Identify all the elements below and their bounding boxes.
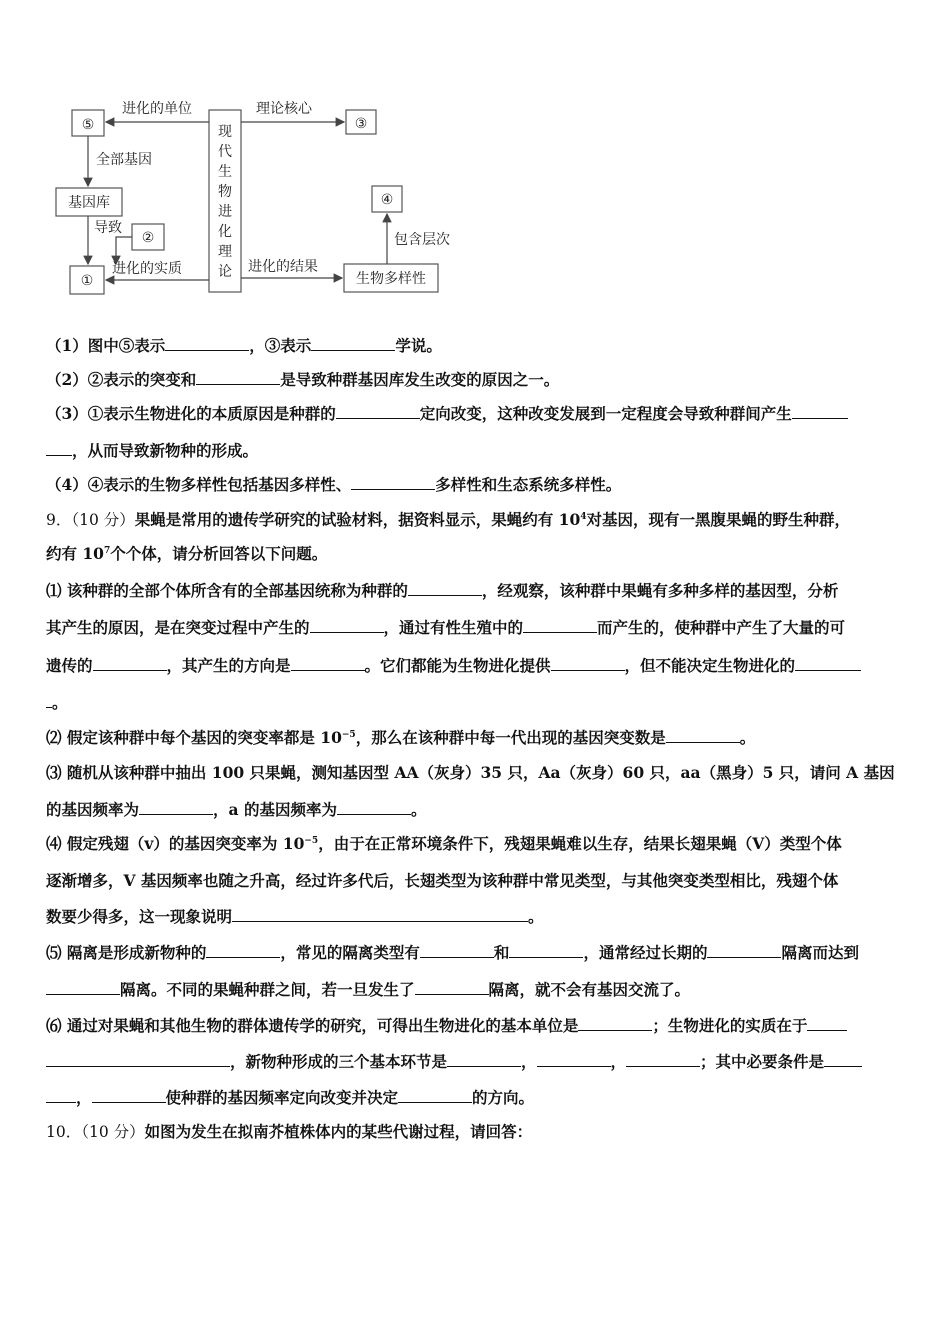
q9-s3-l1: ⑶ 随机从该种群中抽出 100 只果蝇，测知基因型 AA（灰身）35 只，Aa（灰身）60 只，aa（黑身）5 只，请问 A 基因 <box>46 763 895 782</box>
center-char-4: 进 <box>218 204 232 220</box>
arrow-2-to-1 <box>116 237 132 264</box>
blank[interactable] <box>46 440 72 456</box>
blank[interactable] <box>707 942 781 958</box>
center-char-5: 化 <box>218 224 232 240</box>
blank[interactable] <box>509 942 583 958</box>
blank[interactable] <box>523 617 597 633</box>
biodiversity-label: 生物多样性 <box>356 271 426 287</box>
blank[interactable] <box>551 655 625 671</box>
blank[interactable] <box>447 1051 521 1067</box>
label-unit: 进化的单位 <box>122 101 192 117</box>
blank[interactable] <box>792 403 848 419</box>
blank[interactable] <box>537 1051 611 1067</box>
blank[interactable] <box>408 580 482 596</box>
blank[interactable] <box>46 1087 76 1103</box>
q9-s4-l1: ⑷ 假定残翅（v）的基因突变率为 $10^{-5}$，由于在正常环境条件下，残翅果蝇难以生存，结果长翅果蝇（V）类型个体 <box>46 834 842 853</box>
blank[interactable] <box>337 799 411 815</box>
center-char-6: 理 <box>218 244 232 260</box>
box-4-label: ④ <box>380 192 394 208</box>
center-char-3: 物 <box>218 184 232 200</box>
blank[interactable] <box>206 942 280 958</box>
blank[interactable] <box>807 1015 847 1031</box>
q9-s2: ⑵ 假定该种群中每个基因的突变率都是 $10^{-5}$，那么在该种群中每一代出现的基因突变数是 。 <box>46 728 756 747</box>
evolution-concept-diagram <box>50 88 470 310</box>
box-3-label: ③ <box>354 116 368 132</box>
q8-part1: （1）图中⑤表示 ，③表示 学说。 <box>46 336 442 355</box>
q9-s1-l1: ⑴ 该种群的全部个体所含有的全部基因统称为种群的 ，经观察，该种群中果蝇有多种多样的基因型，分析 <box>46 581 839 600</box>
label-allgenes: 全部基因 <box>96 152 152 168</box>
blank[interactable] <box>351 474 435 490</box>
q8-part2: （2）②表示的突变和 是导致种群基因库发生改变的原因之一。 <box>46 370 560 389</box>
center-char-7: 论 <box>218 264 232 280</box>
blank[interactable] <box>666 727 740 743</box>
blank[interactable] <box>336 403 420 419</box>
q8-part4: （4）④表示的生物多样性包括基因多样性、 多样性和生态系统多样性。 <box>46 475 622 494</box>
blank[interactable] <box>310 617 384 633</box>
q9-s6-l2: ，新物种形成的三个基本环节是 ， ， ；其中必要条件是 <box>46 1051 906 1073</box>
blank[interactable] <box>415 979 489 995</box>
blank[interactable] <box>311 335 395 351</box>
blank[interactable] <box>420 942 494 958</box>
blank[interactable] <box>626 1051 700 1067</box>
blank[interactable] <box>578 1015 652 1031</box>
q9-s1-l2: 其产生的原因，是在突变过程中产生的 ，通过有性生殖中的 而产生的，使种群中产生了大量的可 <box>46 618 846 637</box>
q9-s6-l1: ⑹ 通过对果蝇和其他生物的群体遗传学的研究，可得出生物进化的基本单位是 ；生物进化的实质在于 <box>46 1015 906 1037</box>
blank[interactable] <box>46 979 120 995</box>
blank[interactable] <box>92 1087 166 1103</box>
gene-pool-label: 基因库 <box>68 195 110 211</box>
q10-heading: 10．（10 分）如图为发生在拟南芥植株体内的某些代谢过程，请回答： <box>46 1122 533 1141</box>
blank[interactable] <box>165 335 249 351</box>
box-1-label: ① <box>80 273 94 289</box>
q9-s3-l2: 的基因频率为 ，a 的基因频率为 。 <box>46 800 427 819</box>
q9-s1-l3: 遗传的 ，其产生的方向是 。它们都能为生物进化提供 ，但不能决定生物进化的 <box>46 655 906 677</box>
q9-s1-l4: 。 <box>46 692 906 714</box>
blank[interactable] <box>196 369 280 385</box>
q9-s6-l3: ， 使种群的基因频率定向改变并决定 的方向。 <box>46 1087 906 1109</box>
q9-s5-l1: ⑸ 隔离是形成新物种的 ，常见的隔离类型有 和 ，通常经过长期的 隔离而达到 <box>46 943 859 962</box>
blank[interactable] <box>139 799 213 815</box>
label-essence: 进化的实质 <box>112 261 182 277</box>
q8-part3: （3）①表示生物进化的本质原因是种群的 定向改变，这种改变发展到一定程度会导致种群间产生 <box>46 403 906 425</box>
blank[interactable] <box>46 1051 230 1067</box>
center-char-1: 代 <box>218 144 232 160</box>
center-char-0: 现 <box>218 124 232 140</box>
q9-s5-l2: 隔离。不同的果蝇种群之间，若一旦发生了 隔离，就不会有基因交流了。 <box>46 979 906 1001</box>
blank[interactable] <box>795 655 861 671</box>
q9-s4-l2: 逐渐增多，V 基因频率也随之升高，经过许多代后，长翅类型为该种群中常见类型，与其他突变类型相比，残翅个体 <box>46 871 839 890</box>
label-core: 理论核心 <box>256 101 312 117</box>
q9-heading: 9．（10 分）果蝇是常用的遗传学研究的试验材料，据资料显示，果蝇约有 $10^4$对基因，现有一黑腹果蝇的野生种群， <box>46 510 851 529</box>
center-char-2: 生 <box>218 164 232 180</box>
blank[interactable] <box>291 655 365 671</box>
label-cause: 导致 <box>94 220 122 236</box>
blank[interactable] <box>824 1051 862 1067</box>
q9-s4-l3: 数要少得多，这一现象说明 。 <box>46 907 544 926</box>
label-levels: 包含层次 <box>394 232 450 248</box>
q8-part3-cont: ，从而导致新物种的形成。 <box>46 440 906 462</box>
blank[interactable] <box>93 655 167 671</box>
box-2-label: ② <box>141 230 155 246</box>
blank[interactable] <box>398 1087 472 1103</box>
diagram-svg <box>50 88 470 310</box>
blank[interactable] <box>232 906 528 922</box>
q9-heading-2: 约有 $10^7$个个体，请分析回答以下问题。 <box>46 544 328 563</box>
box-5-label: ⑤ <box>81 117 95 133</box>
label-result: 进化的结果 <box>248 259 318 275</box>
